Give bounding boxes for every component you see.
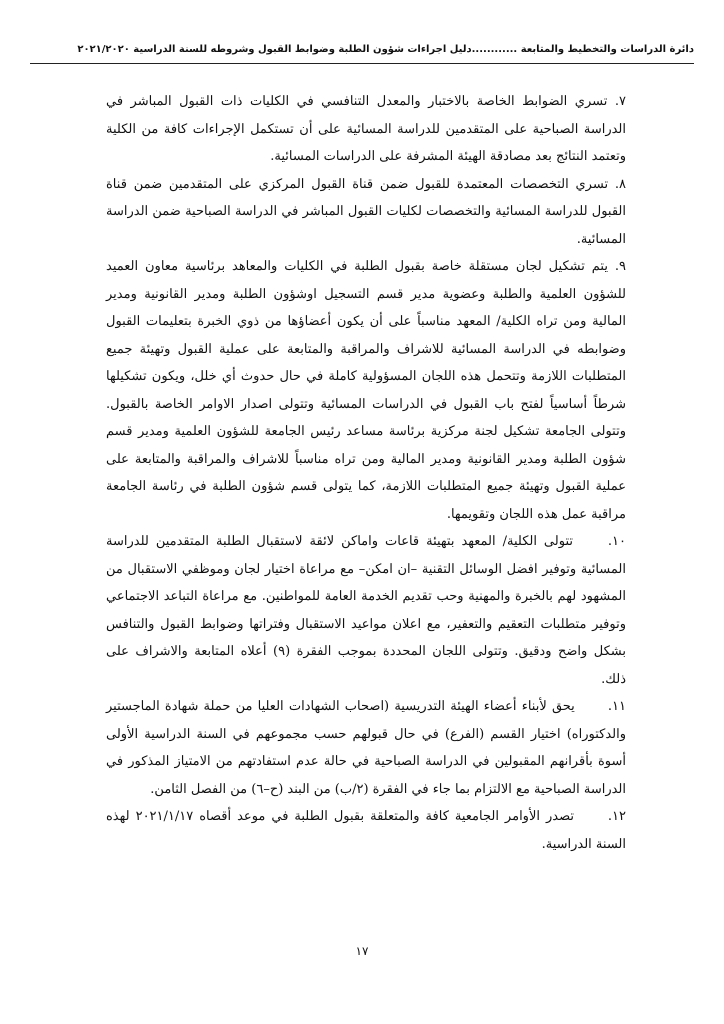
- clause-number: ١١.: [607, 699, 626, 714]
- clause-9: [106, 253, 626, 528]
- clause-text: تتولى الكلية/ المعهد بتهيئة قاعات واماكن لائقة لاستقبال الطلبة المتقدمين للدراسة المسائية وتوفير افضل الوسائل التقنية –ان امكن– مع مراعاة اختيار لجان وموظفي الاستقبال من المشهود لهم بالخبرة والمهنية وحب تقديم الخدمة العامة للمواطنين. مع مراعاة التباعد الاجتماعي وتوفير متطلبات التعقيم والتعفير، مع اعلان مواعيد الاستقبال وفتراتها وضوابط القبول والتنافس بشكل واضح ودقيق. وتتولى اللجان المحددة بموجب الفقرة (٩) أعلاه المتابعة والاشراف على ذلك.: [106, 534, 626, 687]
- clause-12: [106, 803, 626, 858]
- header-divider: [30, 63, 694, 64]
- document-body: [106, 88, 626, 858]
- clause-text: تسري الضوابط الخاصة بالاختبار والمعدل التنافسي في الكليات ذات القبول المباشر في الدراسة الصباحية على المتقدمين للدراسة المسائية على أن تستكمل الإجراءات كافة من الكلية وتعتمد النتائج بعد مصادقة الهيئة المشرفة على الدراسات المسائية.: [106, 94, 626, 164]
- clause-text: يتم تشكيل لجان مستقلة خاصة بقبول الطلبة في الكليات والمعاهد برئاسية معاون العميد للشؤون العلمية والطلبة وعضوية مدير قسم التسجيل اوشؤون الطلبة ومدير القانونية ومدير المالية ومن تراه الكلية/ المعهد مناسباً على أن يكون أعضاؤها من ذوي الخبرة بتعليمات القبول وضوابطه في الدراسة المسائية للاشراف والمراقبة والمتابعة على عملية القبول وتهيئة جميع المتطلبات اللازمة وتتحمل هذه اللجان المسؤولية كاملة في حال حدوث أي خلل، ويكون تشكيلها شرطاً أساسياً لفتح باب القبول في الدراسات المسائية وتتولى اصدار الاوامر الخاصة بالقبول. وتتولى الجامعة تشكيل لجنة مركزية برئاسة مساعد رئيس الجامعة للشؤون العلمية ومدير قسم شؤون الطلبة ومدير القانونية ومدير المالية ومن تراه مناسباً للاشراف والمراقبة والمتابعة على عملية القبول وتهيئة جميع المتطلبات اللازمة، كما يتولى قسم شؤون الطلبة في رئاسة الجامعة مراقبة عمل هذه اللجان وتقويمها.: [106, 259, 626, 522]
- clause-text: يحق لأبناء أعضاء الهيئة التدريسية (اصحاب الشهادات العليا من حملة شهادة الماجستير والدكتوراه) اختيار القسم (الفرع) في حال قبولهم حسب مجموعهم في السنة الدراسية الأولى أسوة بأقرانهم المقبولين في الدراسة الصباحية في حالة عدم استفادتهم من الامتياز المذكور في الدراسة الصباحية مع الالتزام بما جاء في الفقرة (٢/ب) من البند (ح–٦) من الفصل الثامن.: [106, 699, 626, 797]
- clause-number: ٧.: [614, 94, 626, 109]
- clause-8: [106, 171, 626, 254]
- clause-number: ٩.: [614, 259, 626, 274]
- clause-text: تسري التخصصات المعتمدة للقبول ضمن قناة القبول المركزي على المتقدمين ضمن قناة القبول للدراسة المسائية والتخصصات لكليات القبول المباشر في الدراسة الصباحية ضمن الدراسة المسائية.: [106, 176, 626, 247]
- clause-number: ١٠.: [607, 534, 626, 549]
- clause-10: [106, 528, 626, 693]
- clause-7: [106, 88, 626, 171]
- clause-text: تصدر الأوامر الجامعية كافة والمتعلقة بقبول الطلبة في موعد أقصاه ٢٠٢١/١/١٧ لهذه السنة الدراسية.: [106, 809, 626, 852]
- running-header: دائرة الدراسات والتخطيط والمتابعة ............دليل اجراءات شؤون الطلبة وضوابط القبول وشروطه للسنة الدراسية ٢٠٢١/٢٠٢٠: [77, 44, 694, 55]
- page-number: ١٧: [355, 944, 369, 958]
- clause-11: [106, 693, 626, 803]
- clause-number: ١٢.: [607, 809, 626, 824]
- clause-number: ٨.: [614, 176, 626, 192]
